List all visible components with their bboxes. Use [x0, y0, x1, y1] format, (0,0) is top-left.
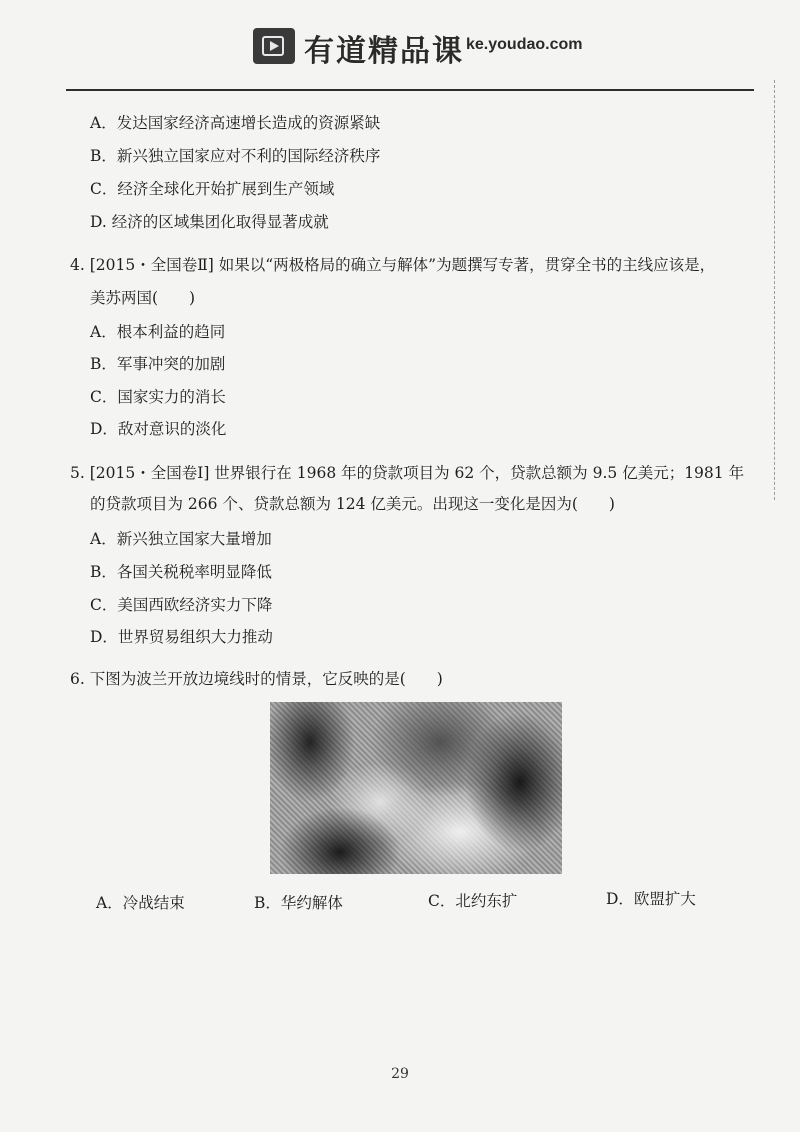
youdao-logo-icon	[253, 28, 295, 64]
q6-stem: 6. 下图为波兰开放边境线时的情景，它反映的是( )	[70, 670, 443, 688]
border-opening-photo	[270, 702, 562, 874]
q6-option-a: A．冷战结束	[96, 894, 185, 912]
header-divider	[66, 89, 754, 91]
scan-edge-marks	[774, 80, 775, 500]
q4-option-c: C．国家实力的消长	[90, 388, 226, 406]
q5-option-c: C．美国西欧经济实力下降	[90, 596, 273, 614]
q6-option-c: C．北约东扩	[428, 892, 518, 910]
q5-option-a: A．新兴独立国家大量增加	[90, 530, 272, 548]
q4-option-b: B．军事冲突的加剧	[90, 355, 226, 373]
site-url: ke.youdao.com	[466, 36, 583, 53]
q6-option-b: B．华约解体	[254, 894, 343, 912]
q3-option-b: B．新兴独立国家应对不利的国际经济秩序	[90, 147, 381, 165]
page-number: 29	[391, 1066, 409, 1082]
q3-option-c: C．经济全球化开始扩展到生产领域	[90, 180, 335, 198]
q4-stem-line2: 美苏两国( )	[90, 289, 196, 307]
q4-option-d: D．敌对意识的淡化	[90, 420, 227, 438]
q5-stem-line1: 5. [2015・全国卷Ⅰ] 世界银行在 1968 年的贷款项目为 62 个，贷款总额为 9.5 亿美元；1981 年	[70, 464, 745, 482]
q3-option-a: A．发达国家经济高速增长造成的资源紧缺	[90, 114, 381, 132]
q4-stem-line1: 4. [2015・全国卷Ⅱ] 如果以“两极格局的确立与解体”为题撰写专著，贯穿全书的主线应该是，	[70, 256, 716, 274]
q3-option-d: D. 经济的区域集团化取得显著成就	[90, 213, 329, 231]
q5-option-b: B．各国关税税率明显降低	[90, 563, 272, 581]
q4-option-a: A．根本利益的趋同	[90, 323, 226, 341]
q6-option-d: D．欧盟扩大	[606, 890, 696, 908]
q5-stem-line2: 的贷款项目为 266 个、贷款总额为 124 亿美元。出现这一变化是因为( )	[90, 495, 615, 513]
brand-title: 有道精品课	[304, 34, 464, 69]
q5-option-d: D．世界贸易组织大力推动	[90, 628, 273, 646]
